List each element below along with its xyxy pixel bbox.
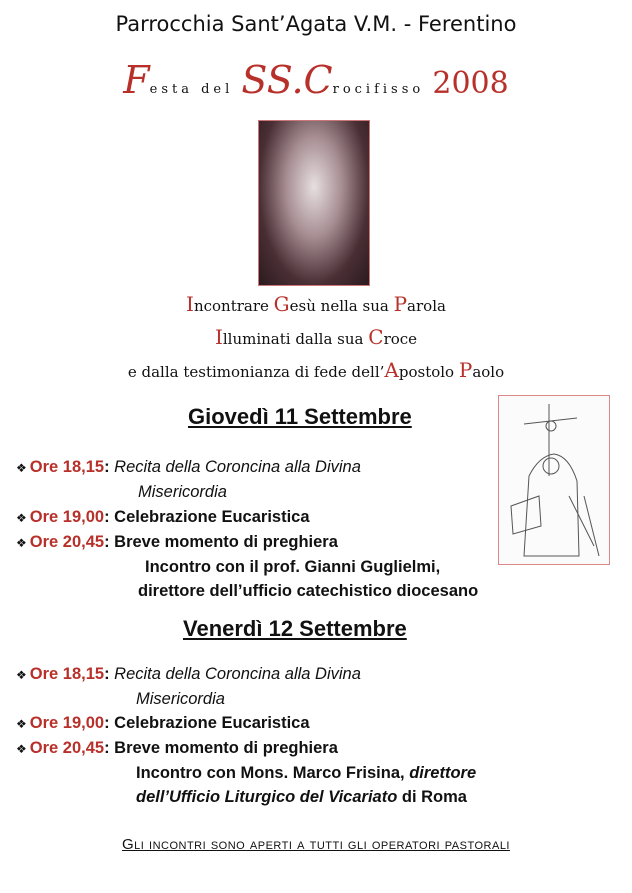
motto-line-2 [0,325,632,349]
text: ncontrare [193,297,274,315]
text: direttore [409,764,477,782]
event-cont [136,788,467,807]
motto-line-1 [0,292,632,316]
drawing-sketch [499,396,609,564]
bullet-icon: ❖ [16,668,27,682]
time: Ore 20,45 [29,533,105,551]
event-cont: Misericordia [138,483,227,501]
initial: SS. [241,58,304,102]
time: Ore 18,15 [29,458,105,476]
event: Breve momento di preghiera [114,739,338,757]
event: Celebrazione Eucaristica [114,508,310,526]
text: e dalla testimonianza di fede dell’ [127,363,385,381]
event-cont: Misericordia [136,690,225,708]
cap: I [186,292,194,316]
schedule-item: ❖ Ore 19,00: Celebrazione Eucaristica [16,714,310,732]
cap: I [214,325,223,349]
cap: P [458,358,473,382]
cap: P [393,292,408,316]
day-heading-friday: Venerdì 12 Settembre [183,616,407,641]
event: Recita della Coroncina alla Divina [114,665,361,683]
text: Incontro con Mons. Marco Frisina, [136,764,410,782]
text: esù nella sua [289,297,394,315]
apostle-paul-drawing [498,395,610,565]
schedule-item: ❖ Ore 18,15: Recita della Coroncina alla Divina [16,665,361,683]
cap: A [384,358,399,382]
time: Ore 19,00 [29,508,105,526]
cap: G [273,292,290,316]
schedule-item: ❖ Ore 19,00: Celebrazione Eucaristica [16,508,310,526]
parish-title: Parrocchia Sant’Agata V.M. - Ferentino [115,12,517,36]
text: arola [407,297,446,315]
bullet-icon: ❖ [16,742,27,756]
schedule-item: ❖ Ore 20,45: Breve momento di preghiera [16,533,338,551]
text: lluminati dalla sua [222,330,369,348]
text: roce [383,330,418,348]
event: Celebrazione Eucaristica [114,714,310,732]
event: Recita della Coroncina alla Divina [114,458,361,476]
day-heading-thursday: Giovedì 11 Settembre [188,404,412,429]
bullet-icon: ❖ [16,717,27,731]
word: rocifisso [332,82,433,97]
event-cont: Incontro con il prof. Gianni Guglielmi, [145,558,441,576]
bullet-icon: ❖ [16,511,27,525]
footer-note: Gli incontri sono aperti a tutti gli operatori pastorali [122,836,510,853]
event: Breve momento di preghiera [114,533,338,551]
word: esta del [149,82,242,97]
year: 2008 [432,66,509,101]
bullet-icon: ❖ [16,461,27,475]
text: di Roma [401,788,467,806]
text: aolo [472,363,505,381]
event-cont: direttore dell’ufficio catechistico diocesano [138,582,479,600]
text: postolo [398,363,459,381]
initial: C [303,58,333,102]
schedule-item: ❖ Ore 18,15: Recita della Coroncina alla Divina [16,458,361,476]
crucifix-photo [258,120,370,286]
time: Ore 18,15 [29,665,105,683]
cap: C [368,325,384,349]
time: Ore 20,45 [29,739,105,757]
bullet-icon: ❖ [16,536,27,550]
festa-title [0,58,632,102]
text: dell’Ufficio Liturgico del Vicariato [136,788,402,806]
initial: F [123,58,150,102]
schedule-item: ❖ Ore 20,45: Breve momento di preghiera [16,739,338,757]
event-cont [136,764,476,783]
time: Ore 19,00 [29,714,105,732]
motto-line-3 [0,358,632,382]
